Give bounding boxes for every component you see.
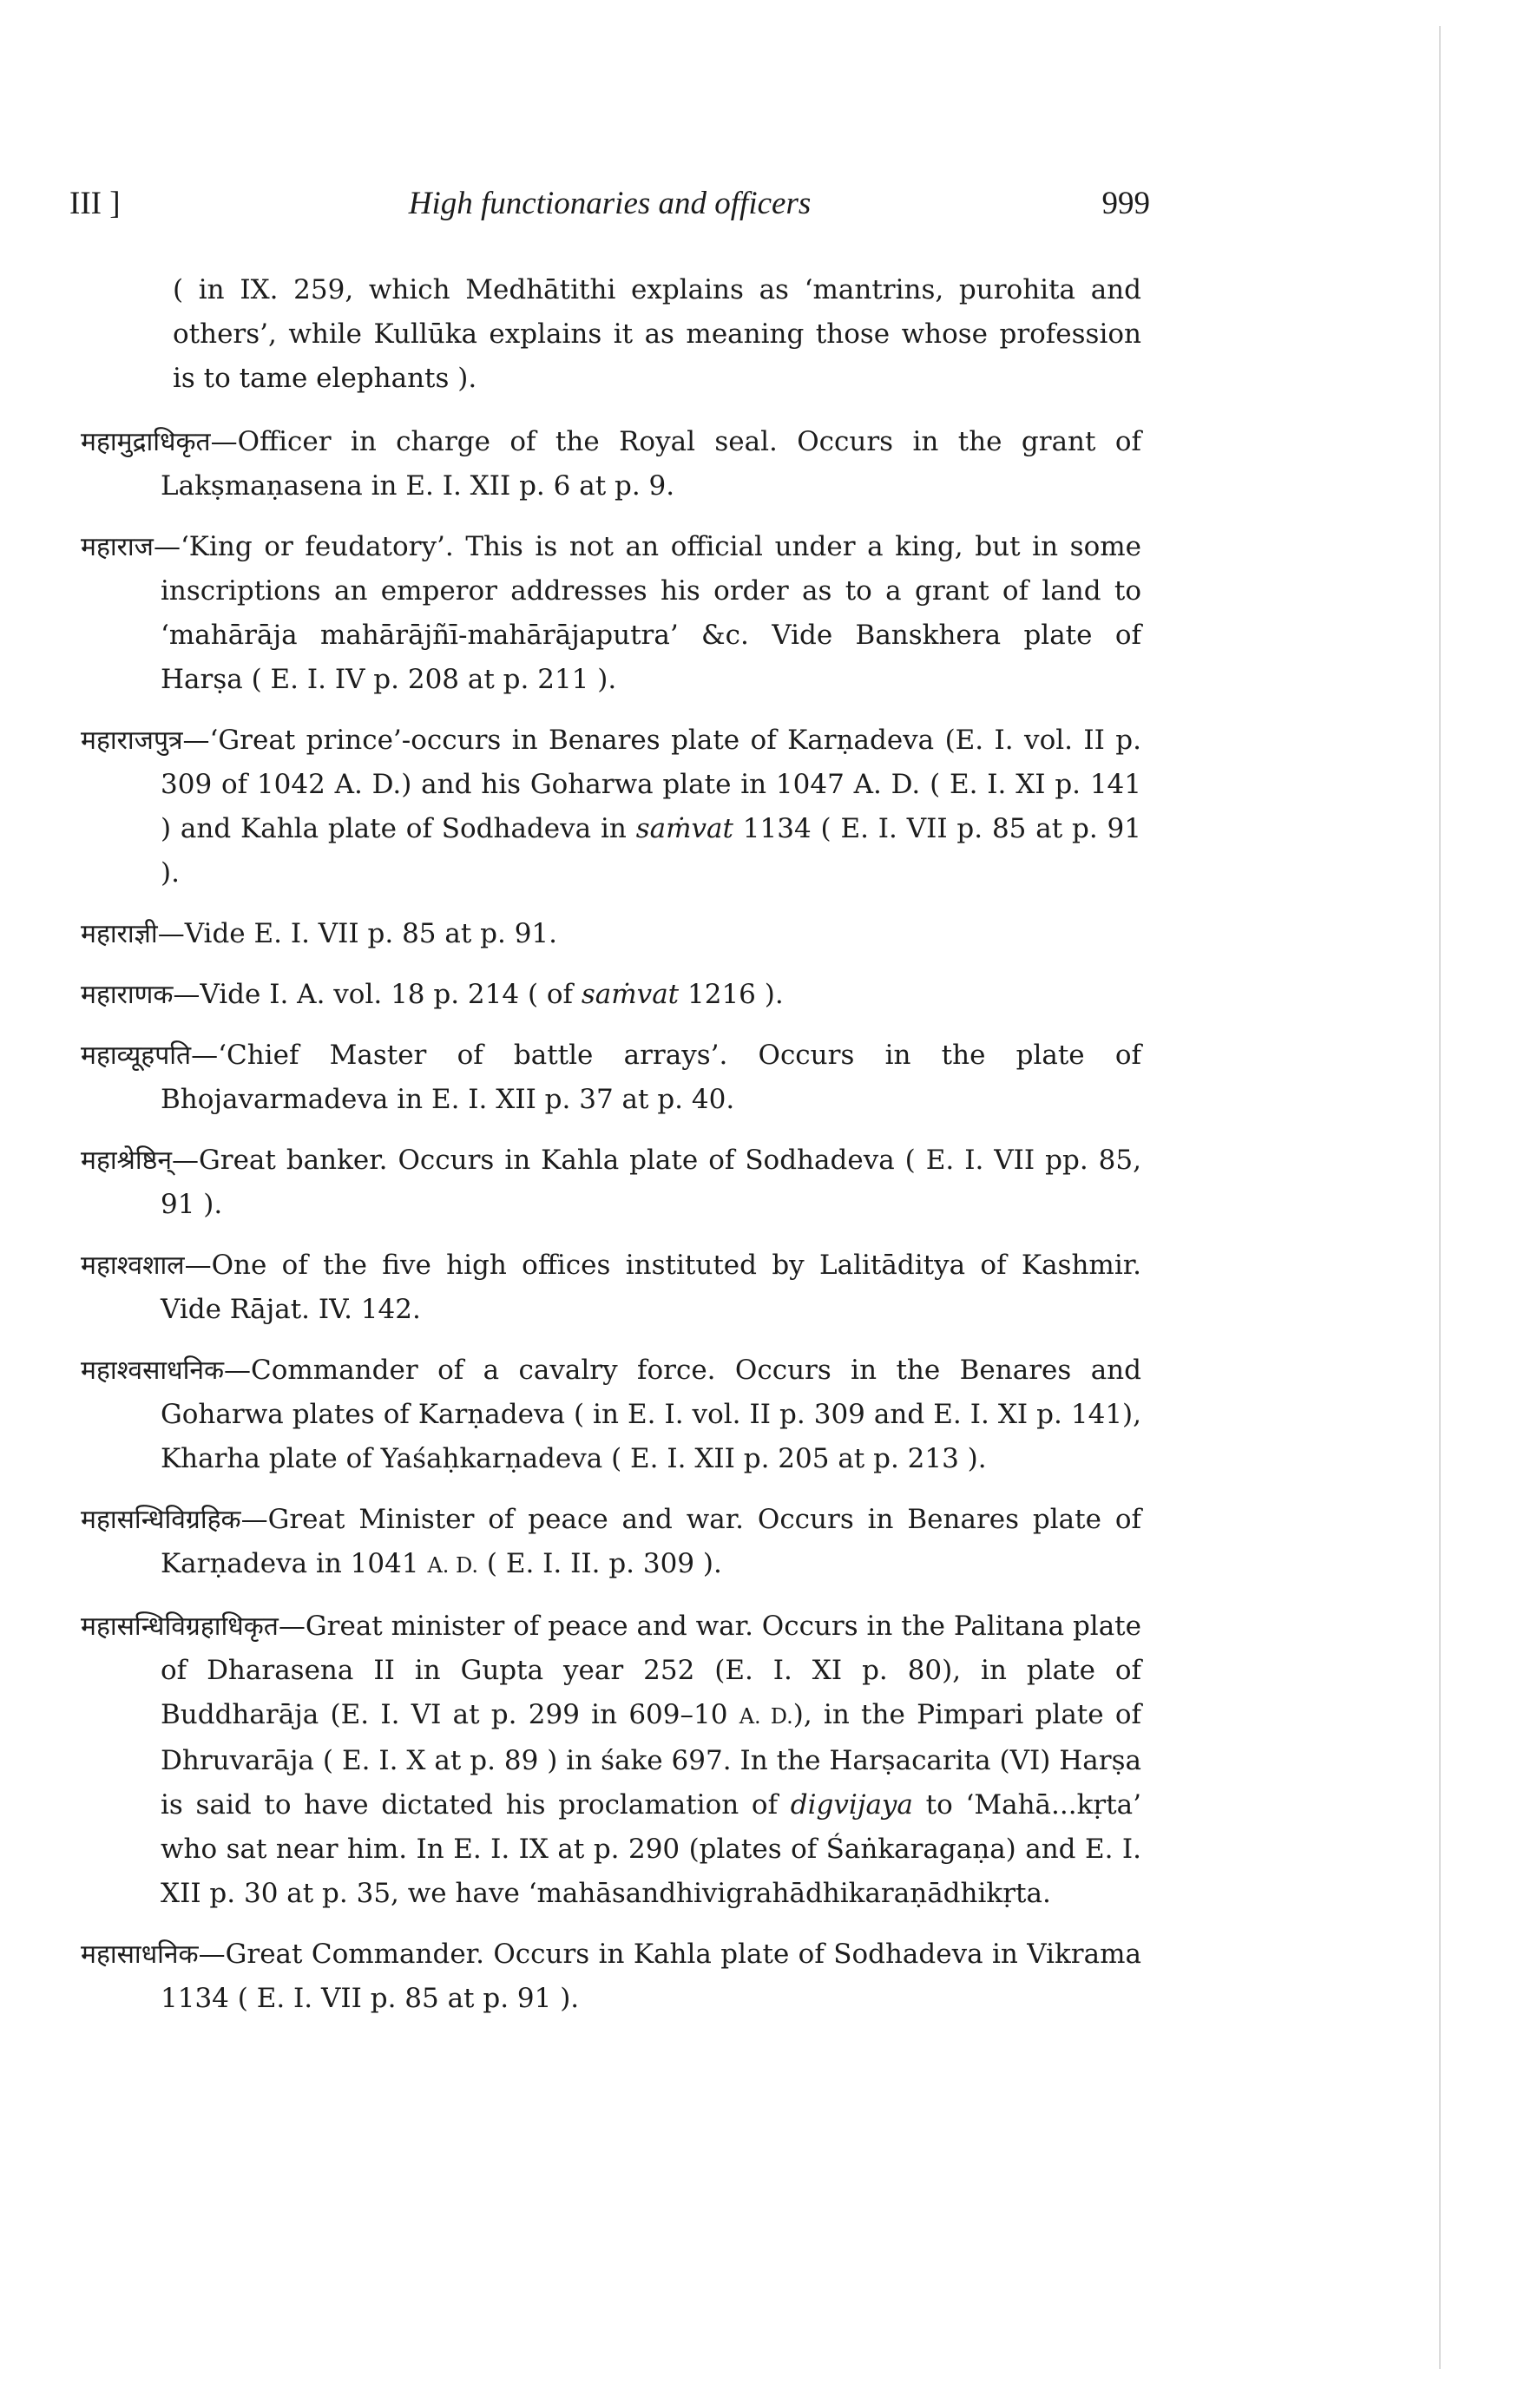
entry-mahamudradhikrta: [81, 420, 1141, 509]
entry-era-abbreviation: A. D.: [427, 1553, 479, 1578]
entry-text: —‘Chief Master of battle arrays’. Occurs in the plate of Bhojavarmadeva in E. I. XII p. 37 at p. 40.: [161, 1040, 1141, 1115]
entry-headword: महाराजपुत्र: [81, 725, 183, 756]
entry-text-end: 1134 ( E. I. VII p. 85 at p. 91 ).: [161, 813, 1142, 889]
page-body: [81, 268, 1141, 2037]
entry-headword: महासाधनिक: [81, 1939, 199, 1970]
entry-text: —Vide E. I. VII p. 85 at p. 91.: [157, 918, 558, 949]
entry-headword: महाश्वशाल: [81, 1250, 185, 1281]
entry-mahasresthin: [81, 1138, 1141, 1227]
entry-text-end: to ‘Mahā...kṛta’ who sat near him. In E. I. IX at p. 290 (plates of Śaṅkaragaṇa) and E. I. XII p. 30 at p. 35, we have ‘mahāsandhivigrahādhikaraṇādhikṛta.: [161, 1789, 1141, 1909]
entry-mahavyuhapati: [81, 1033, 1141, 1122]
entry-text: —Officer in charge of the Royal seal. Occurs in the grant of Lakṣmaṇasena in E. I. XII p. 6 at p. 9.: [161, 426, 1141, 502]
entry-maharajaputra: [81, 718, 1141, 896]
entry-text: —Great Commander. Occurs in Kahla plate of Sodhadeva in Vikrama 1134 ( E. I. VII p. 85 at p. 91 ).: [161, 1939, 1141, 2014]
entry-text: —Great minister of peace and war. Occurs in the Palitana plate of Dharasena II in Gupta year 252 (E. I. XI p. 80), in plate of Buddharāja (E. I. VI at p. 299 in 609–10: [161, 1611, 1141, 1730]
page-edge-line: [1439, 26, 1441, 2369]
entry-headword: महामुद्राधिकृत: [81, 427, 211, 457]
entry-headword: महाराज: [81, 532, 154, 562]
entry-mahasvasala: [81, 1243, 1141, 1332]
entry-italic-term: digvijaya: [790, 1789, 913, 1821]
entry-italic-term: saṁvat: [635, 813, 733, 844]
entry-headword: महाराणक: [81, 980, 174, 1010]
entry-mahasandhivigrahika: [81, 1498, 1141, 1588]
entry-headword: महाव्यूहपति: [81, 1040, 192, 1071]
entry-headword: महाश्रेष्ठिन्: [81, 1145, 172, 1176]
entry-headword: महाश्वसाधनिक: [81, 1355, 225, 1386]
section-number: III ]: [69, 186, 121, 221]
entry-text-end: 1216 ).: [679, 979, 784, 1010]
entry-text: —Great Minister of peace and war. Occurs in Benares plate of Karṇadeva in 1041: [161, 1504, 1141, 1579]
entry-text-middle: ), in the Pimpari plate of Dhruvarāja ( E. I. X at p. 89 ) in śake 697. In the Harṣacarita (VI) Harṣa is said to have dictated his proclamation of: [161, 1699, 1142, 1821]
entry-mahasandhivigrahadhikrta: [81, 1604, 1141, 1916]
entry-era-abbreviation: A. D.: [739, 1704, 793, 1729]
entry-text: —One of the five high offices instituted by Lalitāditya of Kashmir. Vide Rājat. IV. 142.: [161, 1250, 1141, 1325]
entry-maharanaka: [81, 973, 1141, 1017]
entry-text: —Vide I. A. vol. 18 p. 214 ( of: [173, 979, 582, 1010]
entry-italic-term: saṁvat: [581, 979, 680, 1010]
entry-text: —‘King or feudatory’. This is not an official under a king, but in some inscriptions an emperor addresses his order as to a grant of land to ‘mahārāja mahārājñī-mahārājaputra’ &c. Vide Banskhera plate of Harṣa ( E. I. IV p. 208 at p. 211 ).: [153, 531, 1141, 695]
continuation-paragraph: ( in IX. 259, which Medhātithi explains as ‘mantrins, purohita and others’, while Kullūka explains it as meaning those whose profession is to tame elephants ).: [173, 274, 1141, 394]
entry-text-end: ( E. I. II. p. 309 ).: [478, 1548, 722, 1579]
running-title: High functionaries and officers: [408, 186, 812, 221]
running-head: [69, 185, 1150, 237]
entry-headword: महासन्धिविग्रहाधिकृत: [81, 1611, 279, 1642]
entry-headword: महाराज्ञी: [81, 919, 158, 949]
entry-maharaja: [81, 525, 1141, 702]
entry-mahasvasadhanika: [81, 1348, 1141, 1481]
entry-text: —‘Great prince’-occurs in Benares plate of Karṇadeva (E. I. vol. II p. 309 of 1042 A. D.) and his Goharwa plate in 1047 A. D. ( E. I. XI p. 141 ) and Kahla plate of Sodhadeva in: [161, 725, 1141, 844]
page-number: 999: [1101, 186, 1150, 221]
entry-text: —Great banker. Occurs in Kahla plate of Sodhadeva ( E. I. VII pp. 85, 91 ).: [161, 1145, 1141, 1220]
entry-text: —Commander of a cavalry force. Occurs in the Benares and Goharwa plates of Karṇadeva ( in E. I. vol. II p. 309 and E. I. XI p. 141), Kharha plate of Yaśaḥkarṇadeva ( E. I. XII p. 205 at p. 213 ).: [161, 1355, 1141, 1474]
entry-maharajni: [81, 912, 1141, 956]
entry-headword: महासन्धिविग्रहिक: [81, 1505, 241, 1535]
entry-mahasadhanika: [81, 1932, 1141, 2021]
